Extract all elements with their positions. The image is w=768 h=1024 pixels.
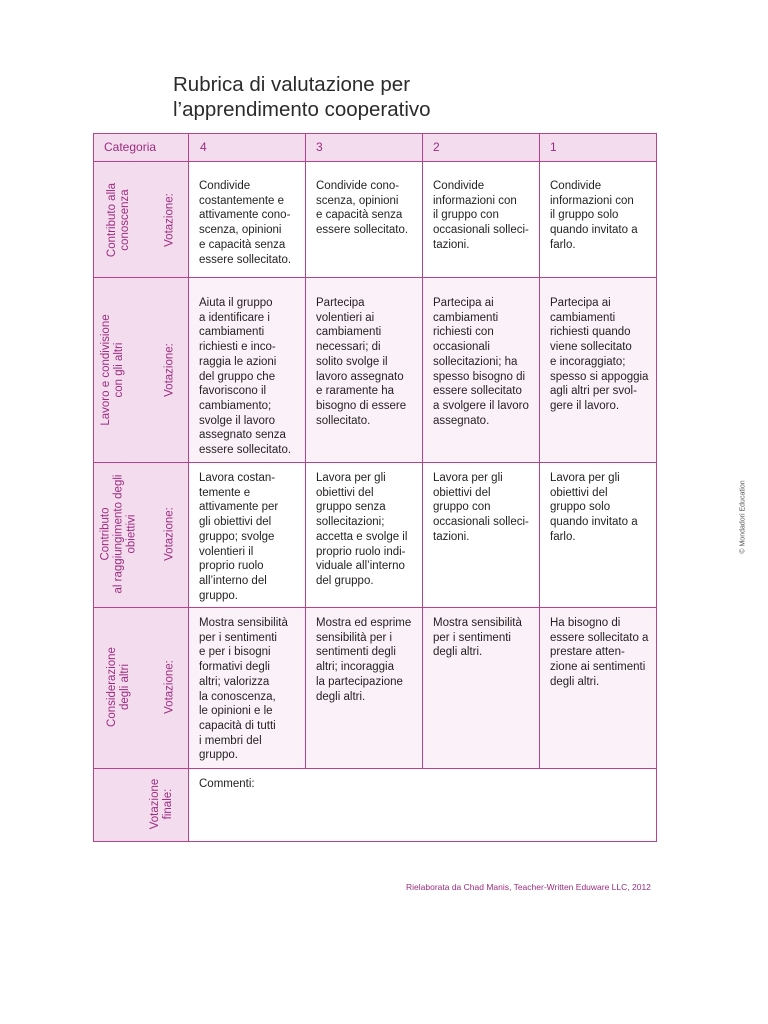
vote-label: Votazione: (163, 507, 176, 561)
rubric-cell: Condivide costantemente e attivamente cono- scenza, opinioni e capacità senza essere sollecitato. (199, 180, 292, 266)
title-line-1: Rubrica di valutazione per (173, 73, 411, 96)
rubric-cell: Lavora per gli obiettivi del gruppo senza sollecitazioni; accetta e svolge il proprio ruolo indi- viduale all’interno del gruppo. (316, 472, 408, 587)
header-category: Categoria (104, 140, 157, 154)
rubric-cell: Mostra sensibilità per i sentimenti e per i bisogni formativi degli altri; valorizza la conoscenza, le opinioni e le capacità di tutti i membri del gruppo. (199, 617, 288, 762)
rubric-cell: Lavora per gli obiettivi del gruppo con occasionali solleci- tazioni. (433, 472, 529, 543)
rubric-cell: Partecipa ai cambiamenti richiesti quando viene sollecitato e incoraggiato; spesso si appoggia agli altri per svol- gere il lavoro. (550, 297, 649, 412)
rubric-cell: Partecipa ai cambiamenti richiesti con occasionali sollecitazioni; ha spesso bisogno di essere sollecitato a svolgere il lavoro assegnato. (433, 297, 529, 427)
row-category-label: Contributo al raggiungimento degli obiettivi (99, 474, 138, 594)
rubric-cell: Partecipa volentieri ai cambiamenti necessari; di solito svolge il lavoro assegnato e raramente ha bisogno di essere sollecitato. (316, 297, 407, 427)
rubric-cell: Mostra ed esprime sensibilità per i sentimenti degli altri; incoraggia la partecipazione degli altri. (316, 617, 412, 703)
title-line-2: l’apprendimento cooperativo (173, 98, 431, 121)
header-level-4: 4 (200, 140, 207, 154)
rubric-cell: Lavora costan- temente e attivamente per gli obiettivi del gruppo; svolge volentieri il proprio ruolo all’interno del gruppo. (199, 472, 279, 602)
row-category-label: Considerazione degli altri (106, 647, 131, 727)
rubric-cell: Ha bisogno di essere sollecitato a prestare atten- zione ai sentimenti degli altri. (550, 617, 649, 688)
table-header (94, 134, 656, 162)
source-credit: Rielaborata da Chad Manis, Teacher-Written Eduware LLC, 2012 (406, 882, 651, 892)
copyright-notice: © Mondadori Education (739, 480, 747, 554)
rubric-cell: Aiuta il gruppo a identificare i cambiamenti richiesti e inco- raggia le azioni del gruppo che favoriscono il cambiamento; svolge il lavoro assegnato senza essere sollecitato. (199, 297, 292, 457)
page-title (173, 72, 593, 122)
comments-label: Commenti: (199, 778, 255, 790)
header-level-1: 1 (550, 140, 557, 154)
row-divider (94, 607, 656, 608)
row-divider (94, 277, 656, 278)
rubric-cell: Condivide informazioni con il gruppo con occasionali solleci- tazioni. (433, 180, 529, 251)
row-category-label: Lavoro e condivisione con gli altri (100, 314, 125, 426)
row-divider (94, 462, 656, 463)
vote-label: Votazione: (163, 343, 176, 397)
row-category-label: Contributo alla conoscenza (106, 182, 131, 258)
column-divider (539, 134, 540, 768)
final-vote-label: Votazione finale: (149, 778, 174, 830)
rubric-cell: Condivide cono- scenza, opinioni e capacità senza essere sollecitato. (316, 180, 409, 237)
column-divider (188, 134, 189, 841)
rubric-cell: Lavora per gli obiettivi del gruppo solo quando invitato a farlo. (550, 472, 638, 543)
row-divider (94, 768, 656, 769)
header-level-2: 2 (433, 140, 440, 154)
header-level-3: 3 (316, 140, 323, 154)
vote-label: Votazione: (163, 193, 176, 247)
vote-label: Votazione: (163, 660, 176, 714)
rubric-cell: Mostra sensibilità per i sentimenti degli altri. (433, 617, 522, 659)
rubric-table (93, 133, 657, 842)
rubric-cell: Condivide informazioni con il gruppo solo quando invitato a farlo. (550, 180, 638, 251)
